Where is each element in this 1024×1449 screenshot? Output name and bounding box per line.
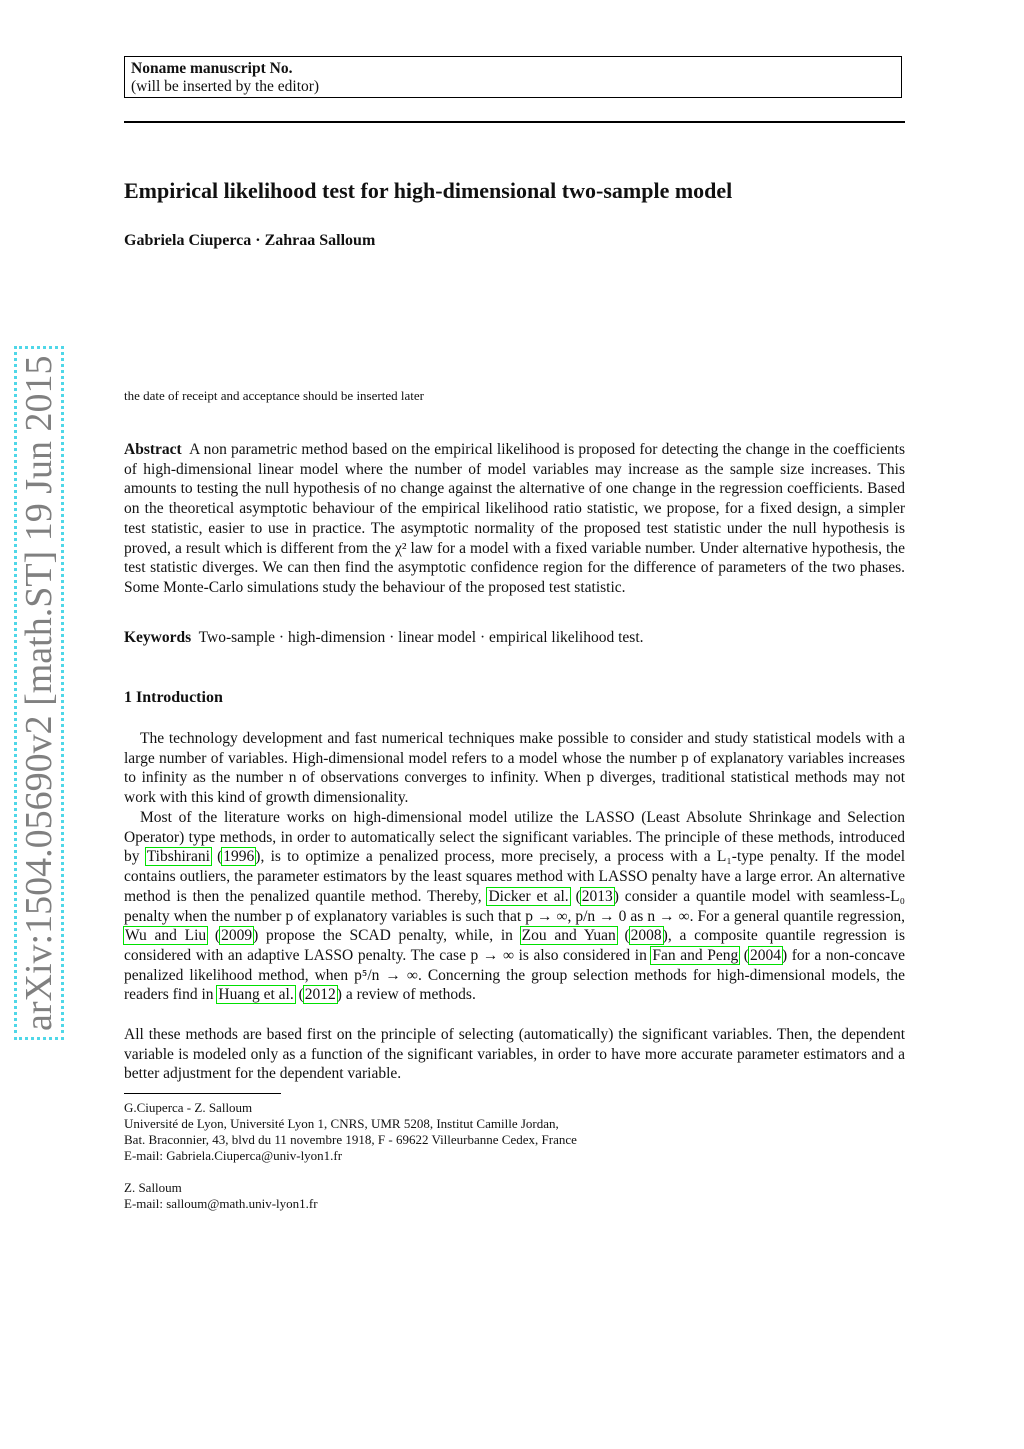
keywords-label: Keywords: [124, 629, 192, 646]
footnote-email: E-mail: Gabriela.Ciuperca@univ-lyon1.fr: [124, 1148, 343, 1163]
intro-text: for a non-concave penalized likelihood method, when p⁵/n → ∞. Concerning the group selection methods for high-dimensional models, the readers find in: [124, 946, 905, 1004]
footnote-line: G.Ciuperca - Z. Salloum: [124, 1100, 253, 1115]
editor-note: (will be inserted by the editor): [131, 78, 320, 95]
footnote-line: Université de Lyon, Université Lyon 1, CNRS, UMR 5208, Institut Camille Jordan,: [124, 1116, 559, 1131]
affiliation-footnote: [124, 1100, 824, 1212]
manuscript-header-box: [124, 56, 902, 98]
keywords: [124, 628, 905, 648]
footnote-line: Z. Salloum: [124, 1180, 182, 1195]
author-list: Gabriela Ciuperca · Zahraa Salloum: [124, 232, 376, 249]
footnote-email: E-mail: salloum@math.univ-lyon1.fr: [124, 1196, 318, 1211]
section-heading-introduction: 1 Introduction: [124, 689, 223, 706]
intro-text: Most of the literature works on high-dimensional model utilize the LASSO (Least Absolute Shrinkage and Selection Operator) type methods, in order to automatically select the significant variables. The principle of these methods, introduced by: [124, 809, 905, 866]
citation-link[interactable]: Tibshirani: [146, 848, 210, 866]
intro-paragraph-3: All these methods are based first on the principle of selecting (automatically) the significant variables. Then, the dependent variable is modeled only as a function of the significant variables, in order to have more accurate parameter estimators and a better adjustment for the dependent variable.: [124, 1026, 905, 1083]
citation-year-link[interactable]: 2004: [749, 946, 781, 964]
intro-text: , is to optimize a penalized process, more precisely, a process with a L₁-type penalty. If the model contains outliers, the parameter estimators by the least squares method with LASSO penalty have a large error. An alternative method is then the penalized quantile method. Thereby,: [124, 848, 906, 905]
intro-text: a review of methods.: [341, 986, 476, 1004]
paper-title: Empirical likelihood test for high-dimensional two-sample model: [124, 178, 733, 203]
intro-paragraph-2: Most of the literature works on high-dimensional model utilize the LASSO (Least Absolute Shrinkage and Selection Operator) type methods, in order to automatically select the significant variables. The principle of these methods, introduced by Tibshirani (1996), is to optimize a penalized process, more precisely, a process with a L₁-type penalty. If the model contains outliers, the parameter estimators by the least squares method with LASSO penalty have a large error. An alternative method is then the penalized quantile method. Thereby, Dicker et al. (2013) consider a quantile model with seamless-L₀ penalty when the number p of explanatory variables is such that p → ∞, p/n → 0 as n → ∞. For a general quantile regression, Wu and Liu (2009) propose the SCAD penalty, while, in Zou and Yuan (2008), a composite quantile regression is considered with an adaptive LASSO penalty. The case p → ∞ is also considered in Fan and Peng (2004) for a non-concave penalized likelihood method, when p⁵/n → ∞. Concerning the group selection methods for high-dimensional models, the readers find in Huang et al. (2012) a review of methods.: [124, 809, 906, 1004]
citation-link[interactable]: Wu and Liu: [125, 927, 207, 945]
citation-link[interactable]: Zou and Yuan: [521, 927, 616, 945]
manuscript-number-label: Noname manuscript No.: [131, 60, 293, 77]
citation-year-link[interactable]: 1996: [223, 848, 255, 866]
header-rule: [124, 121, 905, 123]
intro-text: propose the SCAD penalty, while, in: [258, 927, 521, 945]
arxiv-id-text: arXiv:1504.05690v2 [math.ST] 19 Jun 2015: [18, 355, 60, 1031]
citation-year-link[interactable]: 2009: [221, 927, 253, 945]
abstract: [124, 440, 905, 598]
citation-year-link[interactable]: 2012: [304, 986, 336, 1004]
abstract-text: A non parametric method based on the empirical likelihood is proposed for detecting the change in the coefficients of high-dimensional linear model where the number of model variables may increase as the sample size increases. This amounts to testing the null hypothesis of no change against the alternative of one change in the regression coefficients. Based on the theoretical asymptotic behaviour of the empirical likelihood ratio statistic, we propose, for a fixed design, a simpler test statistic, easier to use in practice. The asymptotic normality of the proposed test statistic under the null hypothesis is proved, a result which is different from the χ² law for a model with a fixed variable number. Under alternative hypothesis, the test statistic diverges. We can then find the asymptotic confidence region for the difference of parameters of the two phases. Some Monte-Carlo simulations study the behaviour of the proposed test statistic.: [124, 441, 905, 596]
intro-text: consider a quantile model with seamless-L₀ penalty when the number p of explanatory variables is such that p → ∞, p/n → 0 as n → ∞. For a general quantile regression,: [124, 887, 906, 925]
receipt-date-note: the date of receipt and acceptance should be inserted later: [124, 388, 424, 403]
citation-year-link[interactable]: 2013: [581, 887, 613, 905]
intro-paragraph-1: The technology development and fast numerical techniques make possible to consider and study statistical models with a large number of variables. High-dimensional model refers to a model whose the number p of explanatory variables increases to infinity as the number n of observations converges to infinity. When p diverges, traditional statistical methods may not work with this kind of growth dimensionality.: [124, 730, 905, 807]
citation-link[interactable]: Dicker et al.: [488, 887, 569, 905]
footnote-line: Bat. Braconnier, 43, blvd du 11 novembre 1918, F - 69622 Villeurbanne Cedex, France: [124, 1132, 577, 1147]
arxiv-identifier-stamp: [14, 346, 64, 1040]
citation-link[interactable]: Fan and Peng: [652, 946, 739, 964]
keywords-text: Two-sample · high-dimension · linear model · empirical likelihood test.: [198, 629, 644, 646]
citation-year-link[interactable]: 2008: [630, 927, 662, 945]
citation-link[interactable]: Huang et al.: [218, 986, 294, 1004]
footnote-rule: [124, 1093, 281, 1094]
intro-text: , a composite quantile regression is considered with an adaptive LASSO penalty. The case p → ∞ is also considered in: [124, 927, 905, 964]
abstract-label: Abstract: [124, 441, 182, 458]
